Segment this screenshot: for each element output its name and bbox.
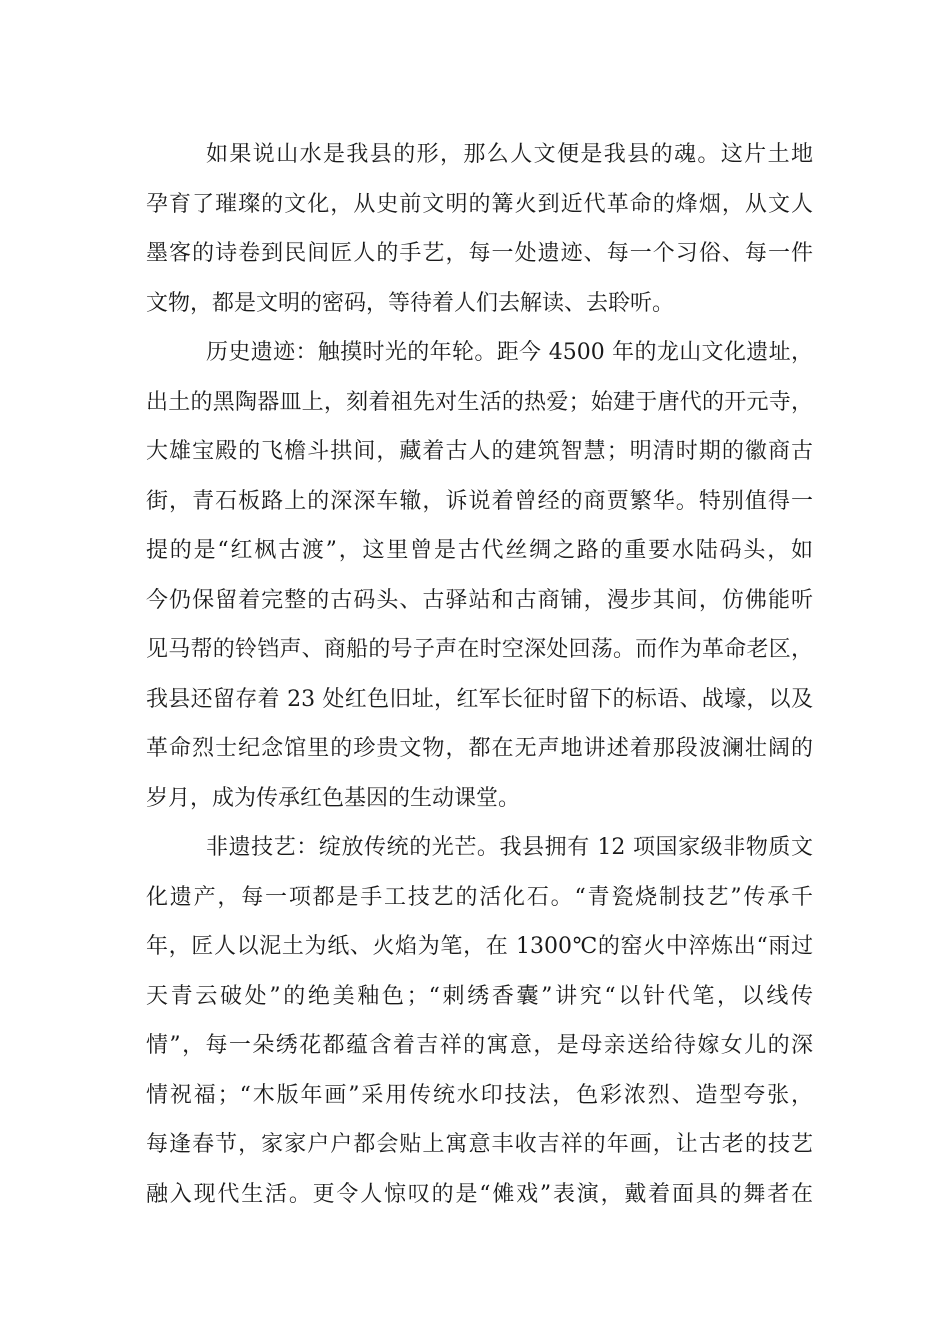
- paragraph-intro: [146, 130, 813, 328]
- text-line: 今仍保留着完整的古码头、古驿站和古商铺，漫步其间，仿佛能听: [146, 587, 813, 613]
- text-line: 见马帮的铃铛声、商船的号子声在时空深处回荡。而作为革命老区，: [146, 637, 813, 662]
- text-line: 街，青石板路上的深深车辙，诉说着曾经的商贾繁华。特别值得一: [146, 488, 813, 514]
- text-line: 大雄宝殿的飞檐斗拱间，藏着古人的建筑智慧；明清时期的徽商古: [146, 439, 813, 464]
- text-line: 文物，都是文明的密码，等待着人们去解读、去聆听。: [146, 290, 675, 316]
- text-line: 墨客的诗卷到民间匠人的手艺，每一处遗迹、每一个习俗、每一件: [146, 241, 813, 266]
- text-line: 出土的黑陶器皿上，刻着祖先对生活的热爱；始建于唐代的开元寺，: [146, 389, 813, 415]
- text-line: 非遗技艺：绽放传统的光芒。我县拥有 12 项国家级非物质文: [206, 835, 813, 860]
- text-line: 每逢春节，家家户户都会贴上寓意丰收吉祥的年画，让古老的技艺: [146, 1132, 813, 1157]
- document-body: [146, 130, 813, 1219]
- text-line: 化遗产，每一项都是手工技艺的活化石。“青瓷烧制技艺”传承千: [146, 884, 813, 910]
- text-line: 提的是“红枫古渡”，这里曾是古代丝绸之路的重要水陆码头，如: [146, 538, 813, 563]
- text-line: 年，匠人以泥土为纸、火焰为笔，在 1300℃的窑火中淬炼出“雨过: [146, 934, 813, 959]
- text-line: 情”，每一朵绣花都蕴含着吉祥的寓意，是母亲送给待嫁女儿的深: [146, 1033, 813, 1058]
- text-line: 孕育了璀璨的文化，从史前文明的篝火到近代革命的烽烟，从文人: [146, 191, 813, 217]
- text-line: 历史遗迹：触摸时光的年轮。距今 4500 年的龙山文化遗址，: [206, 340, 813, 365]
- text-line: 天青云破处”的绝美釉色；“刺绣香囊”讲究“以针代笔，以线传: [146, 983, 813, 1009]
- text-line: 革命烈士纪念馆里的珍贵文物，都在无声地讲述着那段波澜壮阔的: [146, 736, 813, 761]
- paragraph-history: [146, 328, 813, 823]
- paragraph-heritage: [146, 823, 813, 1219]
- text-line: 岁月，成为传承红色基因的生动课堂。: [146, 785, 521, 811]
- text-line: 情祝福；“木版年画”采用传统水印技法，色彩浓烈、造型夸张，: [146, 1082, 813, 1108]
- text-line: 我县还留存着 23 处红色旧址，红军长征时留下的标语、战壕，以及: [146, 686, 813, 712]
- text-line: 如果说山水是我县的形，那么人文便是我县的魂。这片土地: [206, 142, 813, 167]
- text-line: 融入现代生活。更令人惊叹的是“傩戏”表演，戴着面具的舞者在: [146, 1181, 813, 1207]
